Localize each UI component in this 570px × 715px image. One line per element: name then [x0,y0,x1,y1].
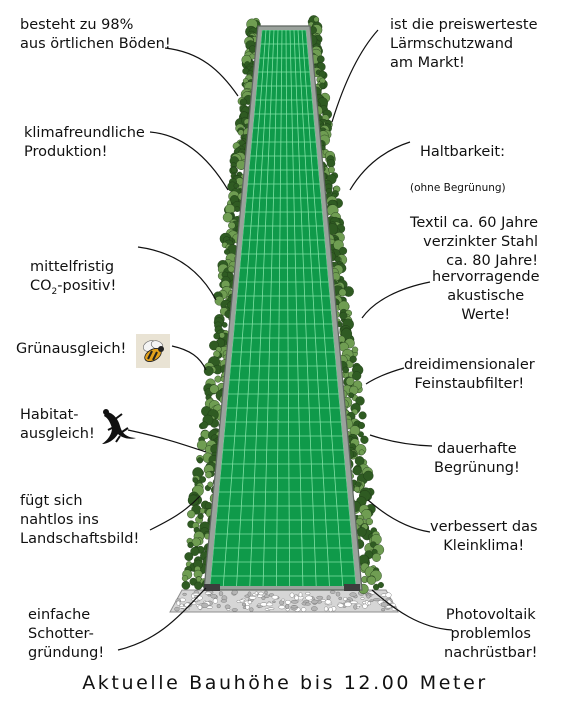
gravel-stone [306,592,311,595]
leaf [182,575,188,581]
leaf [328,167,334,173]
leaf [378,582,384,588]
leaf [353,466,362,475]
gravel-stone [262,597,266,600]
leaf [346,377,354,385]
gravel-stone [279,605,285,609]
label-landscape: fügt sich nahtlos ins Landschaftsbild! [20,493,140,547]
gravel-stone [259,592,264,595]
base-plate-right [344,584,360,591]
leaf [222,322,227,327]
leaf [352,371,361,380]
gravel-stone [175,607,180,611]
gravel-stone [266,603,273,606]
gravel-stone [177,601,180,606]
label-cheapest-wall: ist die preiswerteste Lärmschutzwand am Markt! [390,17,538,71]
gravel-stone [213,599,218,604]
leaf [359,450,364,455]
gravel-stone [272,595,278,599]
leaf [372,553,380,561]
gravel-stone [370,600,374,602]
gravel-stone [381,608,385,611]
gravel-stone [217,604,221,608]
gravel-stone [272,601,275,603]
leaf [354,486,360,492]
gravel-stone [305,603,310,606]
gravel-stone [290,593,294,598]
leaf [197,457,203,463]
gravel-stone [301,608,306,612]
gravel-stone [285,600,290,604]
leaf [349,393,354,398]
gravel-stone [248,601,252,604]
gravel-stone [305,596,312,600]
leaf [198,513,204,519]
leaf [339,247,347,255]
gravel-stone [367,595,371,599]
gravel-stone [219,592,223,596]
gravel-stone [343,597,347,600]
leaf [367,576,376,585]
label-acoustic: hervorragende akustische Werte! [432,269,540,323]
leaf [208,482,213,487]
gravel-stone [285,604,289,609]
gravel-stone [339,597,342,600]
leaf [214,333,220,339]
leaf [188,542,194,548]
label-durability [410,124,538,290]
label-climate-production: klimafreundliche Produktion! [24,125,145,160]
leaf [350,356,357,363]
leaf [194,582,202,590]
gravel-stone [363,604,368,609]
leaf [364,471,374,481]
label-durability-text: Textil ca. 60 Jahre verzinkter Stahl ca. 80 Jahre! [410,215,539,269]
leaf [359,412,367,420]
gravel-stone [225,605,230,609]
gravel-stone [373,598,380,601]
label-fine-dust-filter: dreidimensionaler Feinstaubfilter! [404,357,535,392]
gravel-stone [299,592,302,597]
leaf [187,510,195,518]
leaf [193,478,198,483]
gravel-stone [317,596,323,599]
gravel-stone [329,607,333,612]
lizard-icon [102,409,136,444]
leaf [357,527,366,536]
leaf [320,83,326,89]
leaf [234,183,239,188]
gravel-stone [336,592,340,596]
gravel-stone [350,593,357,597]
label-microclimate: verbessert das Kleinklima! [430,519,538,554]
gravel-stone [249,596,256,599]
gravel-stone [291,606,298,609]
leaf [219,333,225,339]
gravel-stone [242,603,246,606]
leaf [205,472,212,479]
leaf [188,495,199,506]
gravel-stone [211,594,217,598]
label-co2-text-post: -positiv! [57,278,117,294]
label-durability-note: (ohne Begrünung) [410,182,506,194]
gravel-stone [386,593,392,598]
leaf [182,581,190,589]
leaf [225,204,235,214]
label-photovoltaic: Photovoltaik problemlos nachrüstbar! [444,607,538,661]
label-habitat-compensation: Habitat- ausgleich! [20,407,95,442]
leaf [231,167,237,173]
page-title: Aktuelle Bauhöhe bis 12.00 Meter [82,672,488,694]
leaf [352,347,358,353]
gravel-stone [179,606,186,608]
gravel-stone [345,602,352,607]
gravel-stone [240,600,244,602]
bee-icon [136,334,170,368]
gravel-stone [363,601,366,604]
gravel-stone [368,602,371,605]
leaf [201,422,208,429]
leaf [228,266,234,272]
gravel-stone [295,596,299,600]
gravel-stone [255,592,258,595]
label-local-soils: besteht zu 98% aus örtlichen Böden! [20,17,171,52]
gravel-stone [202,603,209,608]
leaf [314,17,319,22]
gravel-stone [354,605,358,610]
leaf [215,376,222,383]
leaf [327,159,335,167]
label-co2-positive [30,239,116,302]
label-co2-sub: 2 [51,286,58,297]
gravel-stone [311,607,317,611]
leaf [185,552,193,560]
gravel-stone [325,600,331,605]
gravel-stone [361,598,365,600]
gravel-stone [264,591,267,594]
gravel-stone [330,591,335,594]
leaf [317,56,324,63]
gravel-stone [221,600,227,603]
gravel-stone [268,608,274,610]
label-gravel-foundation: einfache Schotter- gründung! [28,607,105,661]
leaf [235,206,240,211]
label-green-compensation: Grünausgleich! [16,341,127,357]
gravel-stone [183,593,187,595]
gravel-stone [198,605,202,609]
gravel-stone [232,608,238,611]
label-durability-head: Haltbarkeit: [420,144,505,160]
label-co2-text-pre: mittelfristig CO [30,259,115,294]
leaf [228,222,235,229]
gravel-stone [291,600,298,603]
gravel-stone [250,608,254,612]
leaf [361,436,369,444]
leaf [343,367,349,373]
gravel-stone [327,596,330,600]
gravel-stone [311,600,318,604]
gravel-stone [281,599,285,601]
gravel-stone [338,604,344,608]
base-plate-left [204,584,220,591]
gravel-stone [321,600,325,602]
label-permanent-greening: dauerhafte Begrünung! [434,441,520,476]
leaf [366,518,373,525]
gravel-stone [324,607,328,611]
gravel-stone [381,602,388,606]
gravel-stone [208,594,211,596]
